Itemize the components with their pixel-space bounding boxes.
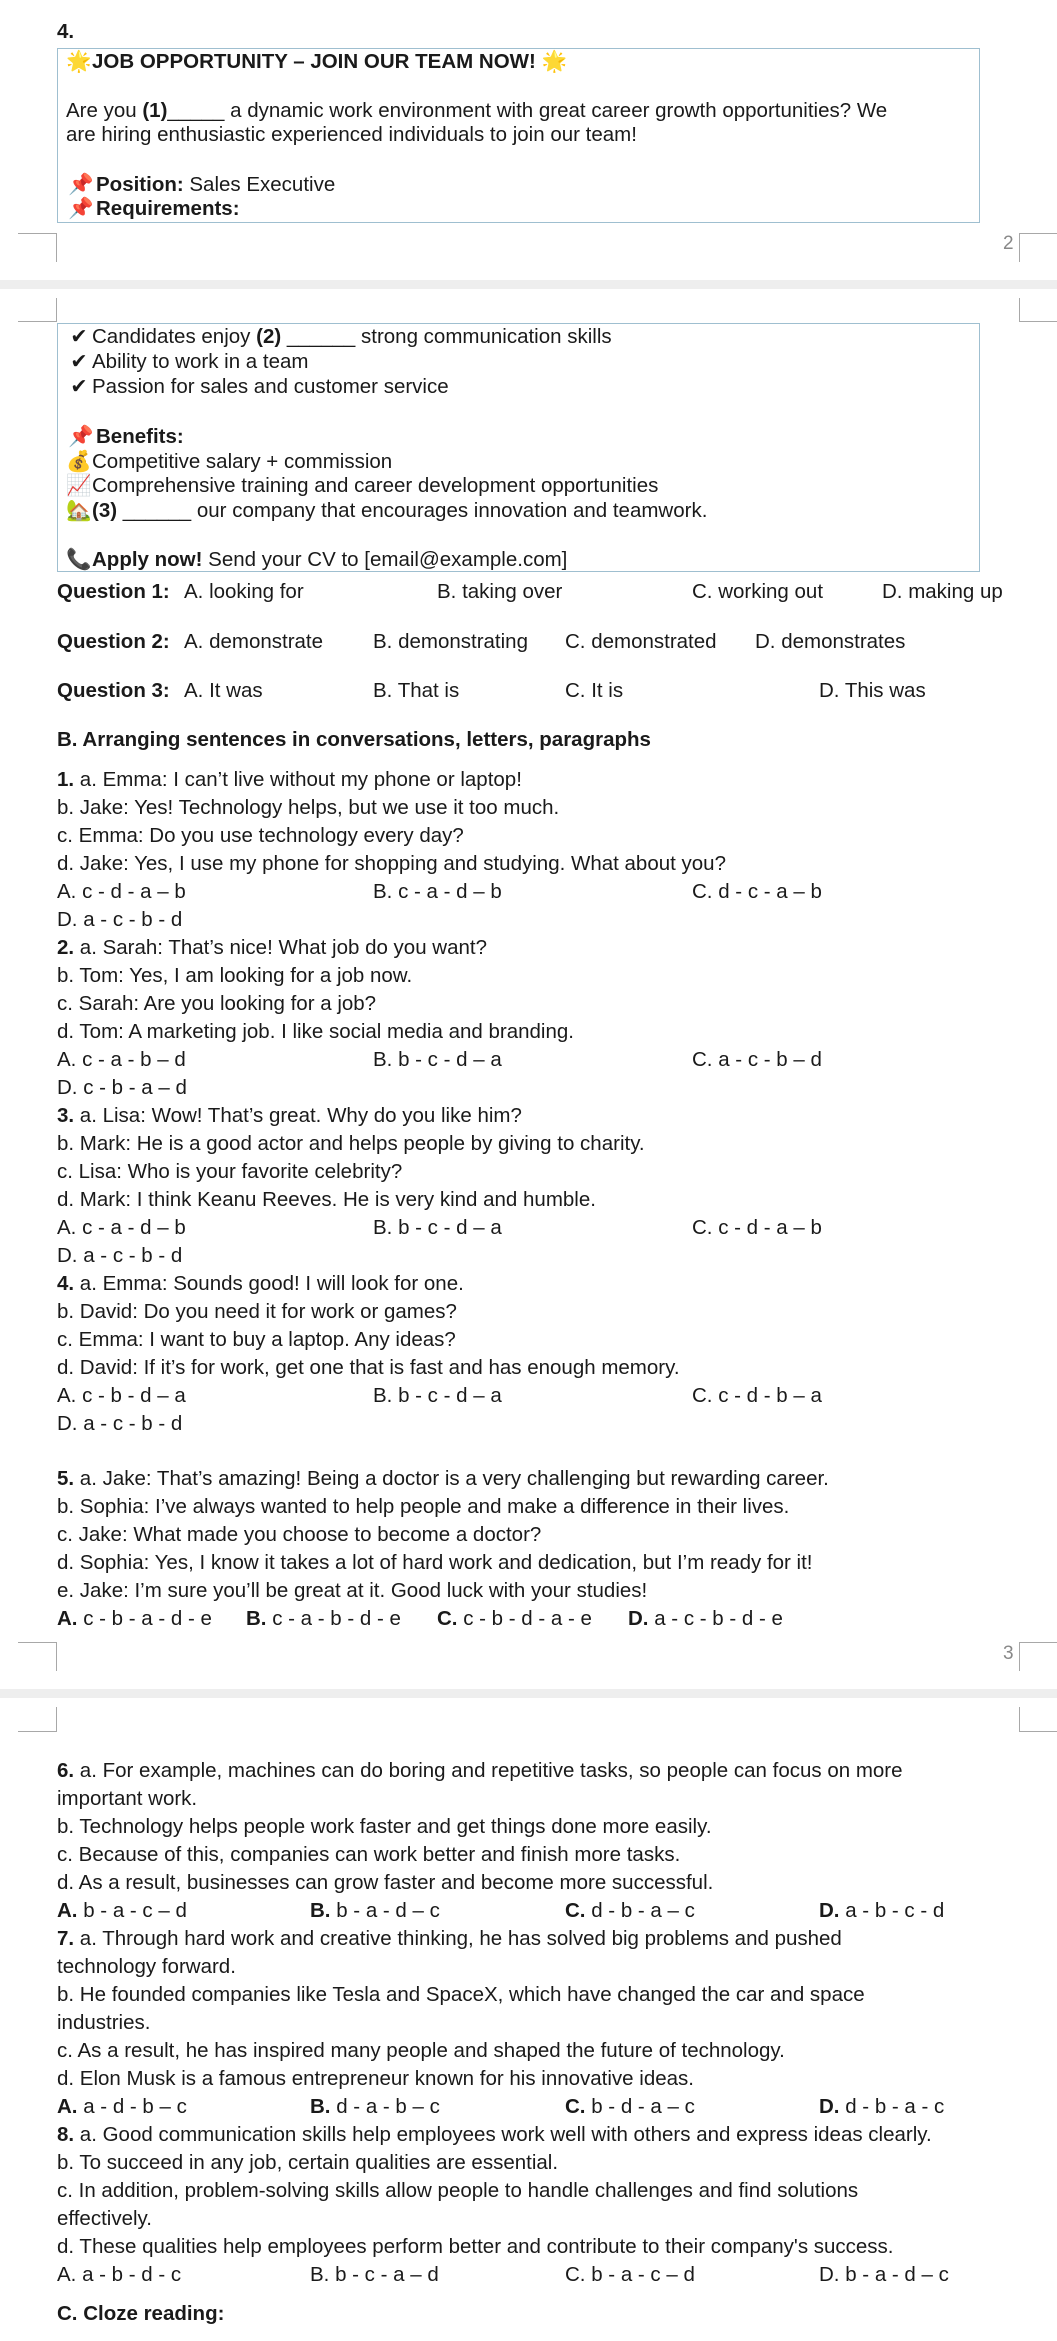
pushpin-icon: 📌	[68, 425, 94, 448]
question-label: Question 1:	[57, 580, 170, 603]
option-a: A. demonstrate	[184, 630, 324, 653]
check-icon: ✔	[70, 325, 88, 348]
section-b-title: B. Arranging sentences in conversations, letters, paragraphs	[57, 728, 651, 751]
page-number: 2	[1003, 233, 1014, 254]
house-icon: 🏡	[66, 499, 92, 522]
ad-intro-line1: Are you (1)_____ a dynamic work environment with great career growth opportunities? We	[66, 99, 888, 122]
line-e: e. Jake: I’m sure you’ll be great at it. Good luck with your studies!	[57, 1579, 648, 1602]
option-a: A. c - b - a - d - e	[57, 1607, 212, 1630]
option-b: B. d - a - b – c	[310, 2095, 440, 2118]
ad-apply: 📞Apply now! Send your CV to [email@example.com]	[66, 546, 567, 574]
option-b: B. demonstrating	[373, 630, 528, 653]
page-gap	[0, 1689, 1057, 1698]
option-a: A. It was	[184, 679, 263, 702]
option-a: A. c - b - d – a	[57, 1384, 186, 1407]
check-icon: ✔	[70, 375, 88, 398]
sun-icon: 🌟	[66, 50, 92, 73]
option-b: B. b - c - a – d	[310, 2263, 439, 2286]
crop-mark	[18, 1707, 57, 1732]
option-a: A. b - a - c – d	[57, 1899, 187, 1922]
option-d: D. b - a - d – c	[819, 2263, 949, 2286]
ad-requirements: 📌 Requirements:	[66, 195, 240, 223]
line-b: b. Tom: Yes, I am looking for a job now.	[57, 964, 413, 987]
ad-intro-line2: are hiring enthusiastic experienced individuals to join our team!	[66, 123, 637, 146]
crop-mark	[1019, 233, 1057, 262]
option-a: A. looking for	[184, 580, 304, 603]
line-d: d. Tom: A marketing job. I like social media and branding.	[57, 1020, 574, 1043]
line-a-cont: important work.	[57, 1787, 198, 1810]
option-c: C. b - d - a – c	[565, 2095, 695, 2118]
option-d: D. This was	[819, 679, 926, 702]
option-d: D. c - b - a – d	[57, 1076, 187, 1099]
ad-benefit-2: 📈Comprehensive training and career development opportunities	[66, 472, 658, 500]
ad-req-2: ✔ Ability to work in a team	[66, 348, 308, 376]
sun-icon: 🌟	[541, 50, 568, 73]
option-a: A. a - b - d - c	[57, 2263, 182, 2286]
option-b: B. b - a - d – c	[310, 1899, 440, 1922]
line-c: c. Emma: I want to buy a laptop. Any ideas?	[57, 1328, 456, 1351]
crop-mark	[18, 298, 57, 322]
line-c: c. Lisa: Who is your favorite celebrity?	[57, 1160, 403, 1183]
line-b-cont: industries.	[57, 2011, 151, 2034]
line-a: 8. a. Good communication skills help employees work well with others and express ideas clearly.	[57, 2123, 932, 2146]
line-a: 2. a. Sarah: That’s nice! What job do you want?	[57, 936, 488, 959]
question-label: Question 2:	[57, 630, 170, 653]
option-c: C. It is	[565, 679, 624, 702]
ad-position: 📌 Position: Sales Executive	[66, 171, 335, 199]
option-d: D. making up	[882, 580, 1003, 603]
page-number: 3	[1003, 1643, 1014, 1664]
line-a-cont: technology forward.	[57, 1955, 236, 1978]
line-b: b. Jake: Yes! Technology helps, but we use it too much.	[57, 796, 560, 819]
chart-up-icon: 📈	[66, 474, 92, 497]
option-b: B. taking over	[437, 580, 563, 603]
option-b: B. b - c - d – a	[373, 1384, 502, 1407]
option-c: C. d - b - a – c	[565, 1899, 695, 1922]
option-b: B. That is	[373, 679, 460, 702]
line-c: c. Sarah: Are you looking for a job?	[57, 992, 377, 1015]
option-a: A. a - d - b – c	[57, 2095, 187, 2118]
option-d: D. a - c - b - d	[57, 1412, 183, 1435]
option-c: C. b - a - c – d	[565, 2263, 695, 2286]
line-c: c. Because of this, companies can work better and finish more tasks.	[57, 1843, 681, 1866]
line-d: d. David: If it’s for work, get one that is fast and has enough memory.	[57, 1356, 680, 1379]
line-d: d. Sophia: Yes, I know it takes a lot of hard work and dedication, but I’m ready for it!	[57, 1551, 813, 1574]
crop-mark	[1019, 1642, 1057, 1671]
line-a: 3. a. Lisa: Wow! That’s great. Why do you like him?	[57, 1104, 522, 1127]
crop-mark	[18, 233, 57, 262]
option-d: D. a - b - c - d	[819, 1899, 945, 1922]
line-b: b. David: Do you need it for work or games?	[57, 1300, 457, 1323]
crop-mark	[1019, 298, 1057, 322]
option-d: D. a - c - b - d - e	[628, 1607, 783, 1630]
line-d: d. As a result, businesses can grow faster and become more successful.	[57, 1871, 714, 1894]
line-c: c. Emma: Do you use technology every day?	[57, 824, 464, 847]
ad-req-3: ✔ Passion for sales and customer service	[66, 373, 449, 401]
ad-benefit-3: 🏡(3) ______ our company that encourages innovation and teamwork.	[66, 497, 707, 525]
option-a: A. c - d - a – b	[57, 880, 186, 903]
line-b: b. Technology helps people work faster and get things done more easily.	[57, 1815, 712, 1838]
option-c: C. working out	[692, 580, 824, 603]
ad-benefits: 📌 Benefits:	[66, 423, 184, 451]
option-a: A. c - a - d – b	[57, 1216, 186, 1239]
line-c: c. In addition, problem-solving skills allow people to handle challenges and find solutions	[57, 2179, 859, 2202]
page-gap	[0, 280, 1057, 289]
line-a: 1. a. Emma: I can’t live without my phone or laptop!	[57, 768, 522, 791]
line-c-cont: effectively.	[57, 2207, 152, 2230]
line-d: d. Elon Musk is a famous entrepreneur known for his innovative ideas.	[57, 2067, 694, 2090]
option-c: C. c - b - d - a - e	[437, 1607, 592, 1630]
line-a: 4. a. Emma: Sounds good! I will look for one.	[57, 1272, 464, 1295]
ad-title: 🌟JOB OPPORTUNITY – JOIN OUR TEAM NOW! 🌟	[66, 48, 568, 76]
line-b: b. He founded companies like Tesla and SpaceX, which have changed the car and space	[57, 1983, 865, 2006]
option-c: C. d - c - a – b	[692, 880, 822, 903]
check-icon: ✔	[70, 350, 88, 373]
line-b: b. Mark: He is a good actor and helps people by giving to charity.	[57, 1132, 645, 1155]
section-c-title: C. Cloze reading:	[57, 2302, 225, 2325]
option-d: D. demonstrates	[755, 630, 906, 653]
money-bag-icon: 💰	[66, 450, 92, 473]
option-b: B. b - c - d – a	[373, 1216, 502, 1239]
line-a: 5. a. Jake: That’s amazing! Being a doctor is a very challenging but rewarding career.	[57, 1467, 829, 1490]
option-b: B. b - c - d – a	[373, 1048, 502, 1071]
option-d: D. a - c - b - d	[57, 1244, 183, 1267]
option-a: A. c - a - b – d	[57, 1048, 186, 1071]
question-label: Question 3:	[57, 679, 170, 702]
line-a: 6. a. For example, machines can do boring and repetitive tasks, so people can focus on more	[57, 1759, 903, 1782]
line-a: 7. a. Through hard work and creative thinking, he has solved big problems and pushed	[57, 1927, 842, 1950]
pushpin-icon: 📌	[68, 173, 94, 196]
option-d: D. a - c - b - d	[57, 908, 183, 931]
line-d: d. These qualities help employees perform better and contribute to their company's success.	[57, 2235, 894, 2258]
question-number: 4.	[57, 20, 75, 43]
line-b: b. Sophia: I’ve always wanted to help people and make a difference in their lives.	[57, 1495, 790, 1518]
option-d: D. d - b - a - c	[819, 2095, 945, 2118]
option-b: B. c - a - d – b	[373, 880, 502, 903]
line-b: b. To succeed in any job, certain qualities are essential.	[57, 2151, 559, 2174]
option-b: B. c - a - b - d - e	[246, 1607, 401, 1630]
crop-mark	[1019, 1707, 1057, 1732]
line-d: d. Mark: I think Keanu Reeves. He is very kind and humble.	[57, 1188, 596, 1211]
line-c: c. As a result, he has inspired many people and shaped the future of technology.	[57, 2039, 785, 2062]
option-c: C. c - d - b – a	[692, 1384, 822, 1407]
option-c: C. c - d - a – b	[692, 1216, 822, 1239]
line-c: c. Jake: What made you choose to become a doctor?	[57, 1523, 542, 1546]
ad-req-1: ✔ Candidates enjoy (2) ______ strong communication skills	[66, 323, 612, 351]
ad-benefit-1: 💰Competitive salary + commission	[66, 448, 392, 476]
option-c: C. demonstrated	[565, 630, 717, 653]
pushpin-icon: 📌	[68, 197, 94, 220]
crop-mark	[18, 1642, 57, 1671]
option-c: C. a - c - b – d	[692, 1048, 822, 1071]
phone-icon: 📞	[66, 548, 92, 571]
line-d: d. Jake: Yes, I use my phone for shopping and studying. What about you?	[57, 852, 726, 875]
